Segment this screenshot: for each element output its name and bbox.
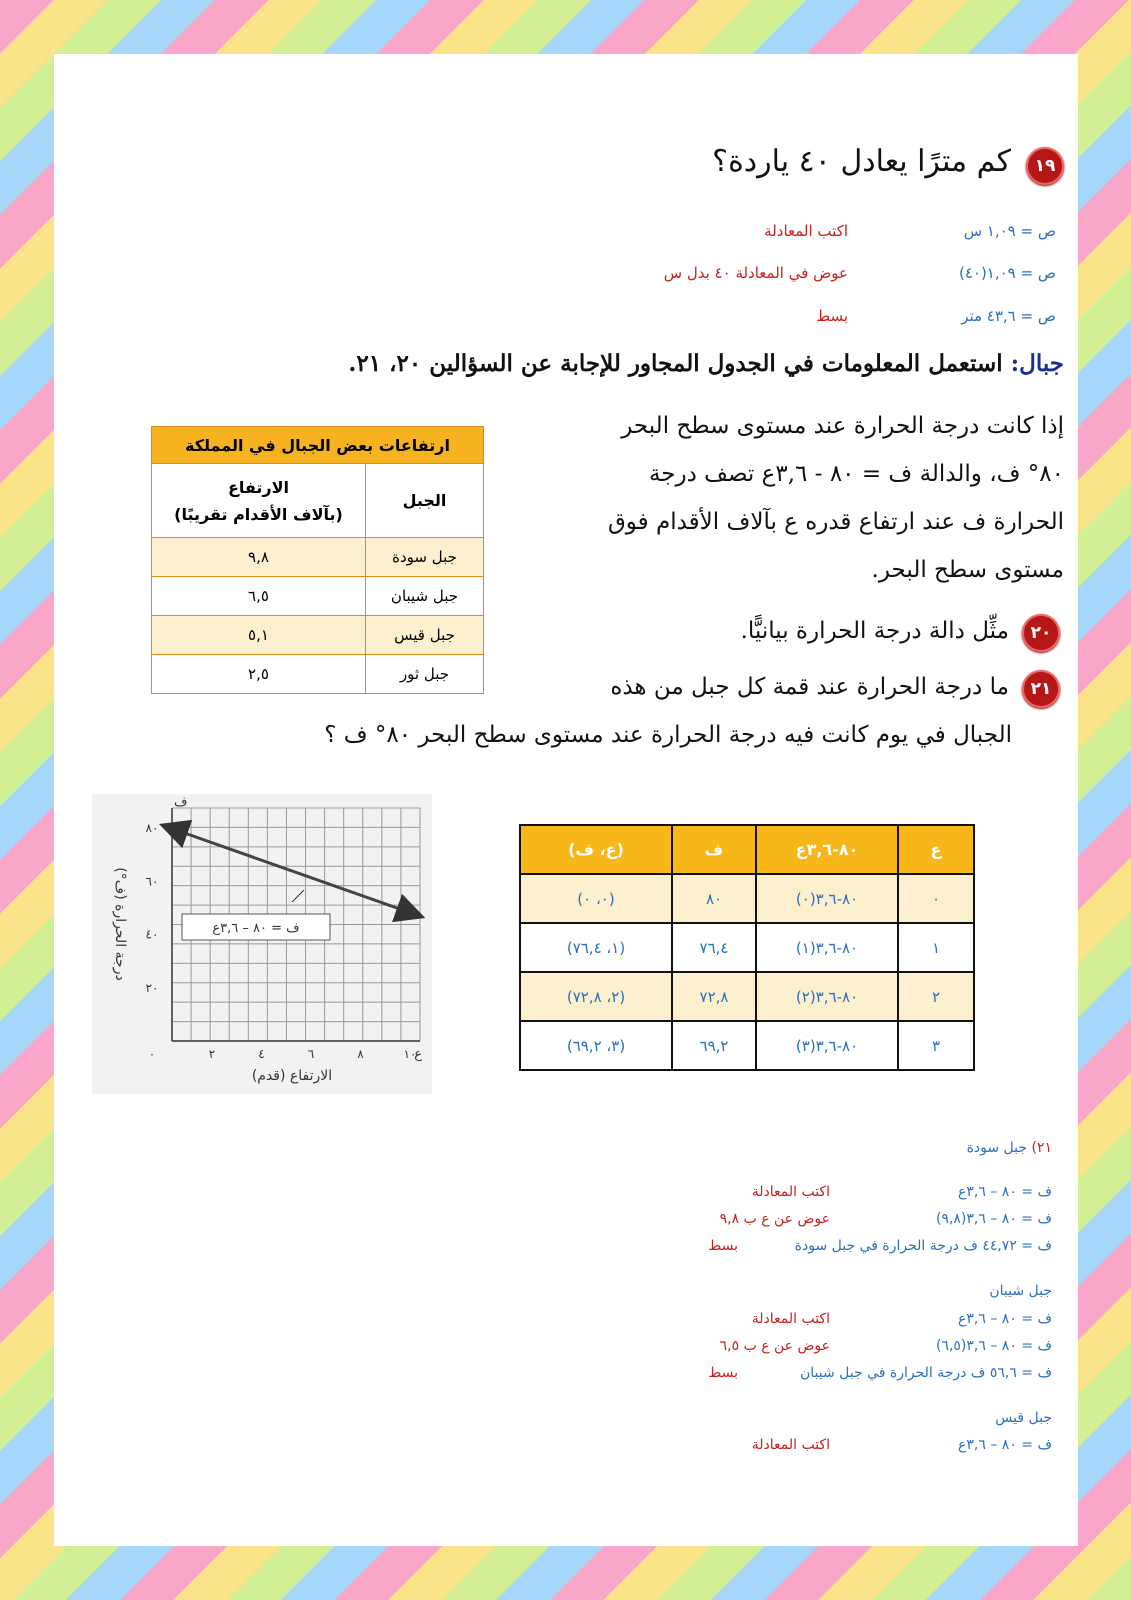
function-line [176, 830, 414, 914]
question-number-19: ١٩ [1026, 147, 1064, 185]
line-label: ف = ٨٠ – ٣,٦ع [212, 921, 300, 936]
question-19-text: كم مترًا يعادل ٤٠ ياردة؟ [712, 144, 1011, 179]
cell: ٨٠-٣,٦(٢) [756, 972, 898, 1021]
cell: ٨٠-٣,٦(٠) [756, 874, 898, 923]
q19-step-3-note: بسط [816, 307, 848, 325]
question-20-text: مثِّل دالة درجة الحرارة بيانيًّا. [740, 618, 1009, 644]
cell: ٧٦,٤ [672, 923, 756, 972]
value-table [519, 824, 975, 1071]
solution-block-title: جبل سودة [966, 1140, 1028, 1156]
temperature-graph [92, 794, 432, 1094]
x-var-label: ع [414, 1047, 422, 1062]
x-tick-label: ٨ [357, 1047, 364, 1061]
solution-21-title [967, 1140, 1052, 1156]
solution-eq: ف = ٥٦,٦ ف درجة الحرارة في جبل شيبان [799, 1365, 1052, 1381]
cell: ٨٠-٣,٦(٣) [756, 1021, 898, 1070]
x-tick-label: ١٠ [403, 1047, 417, 1061]
solution-note: اكتب المعادلة [751, 1437, 830, 1453]
col-header-mountain: الجبل [366, 464, 484, 538]
table-caption: ارتفاعات بعض الجبال في المملكة [152, 427, 484, 464]
q19-step-2-note: عوض في المعادلة ٤٠ بدل س [663, 264, 848, 282]
graph-svg [92, 794, 432, 1094]
cell: ٨٠ [672, 874, 756, 923]
solution-block-title: جبل شيبان [989, 1283, 1052, 1299]
tick-labels [146, 821, 417, 1061]
cell: ٣ [898, 1021, 974, 1070]
solution-eq: ف = ٨٠ – ٣,٦(٩,٨) [935, 1211, 1052, 1227]
cell: ٨٠-٣,٦(١) [756, 923, 898, 972]
value-table-header: ع [898, 825, 974, 874]
solution-21-number: ٢١) [1031, 1140, 1052, 1156]
table-row [520, 874, 974, 923]
cell: ١ [898, 923, 974, 972]
mountains-heading-text: استعمل المعلومات في الجدول المجاور للإجابة عن السؤالين ٢٠، ٢١. [348, 350, 1003, 377]
solution-note: عوض عن ع ب ٦,٥ [719, 1338, 830, 1354]
x-axis-title: الارتفاع (قدم) [251, 1068, 333, 1084]
q19-step-1-eq: ص = ١,٠٩ س [963, 222, 1056, 240]
mountain-name: جبل ثور [366, 655, 484, 694]
mountain-height: ٢,٥ [152, 655, 366, 694]
table-row [520, 972, 974, 1021]
question-number-21: ٢١ [1022, 670, 1060, 708]
question-21-line-2: الجبال في يوم كانت فيه درجة الحرارة عند مستوى سطح البحر ٨٠° ف ؟ [324, 722, 1012, 748]
mountain-heights-table [151, 426, 484, 694]
value-table-header: ٨٠-٣,٦ع [756, 825, 898, 874]
y-tick-label: ٤٠ [145, 927, 159, 942]
value-table-header: (ع، ف) [520, 825, 672, 874]
table-row [520, 1021, 974, 1070]
mountain-name: جبل قيس [366, 616, 484, 655]
mountain-name: جبل شيبان [366, 577, 484, 616]
table-row [152, 655, 484, 694]
table-row [152, 616, 484, 655]
solution-eq: ف = ٨٠ – ٣,٦(٦,٥) [935, 1338, 1052, 1354]
paragraph-line-2: ٨٠° ف، والدالة ف = ٨٠ - ٣,٦ع تصف درجة [648, 461, 1064, 487]
solution-eq: ف = ٨٠ – ٣,٦ع [958, 1184, 1052, 1200]
table-row [152, 577, 484, 616]
label-leader [292, 890, 304, 902]
q19-step-3-eq: ص = ٤٣,٦ متر [961, 307, 1056, 325]
x-tick-label: ٦ [307, 1047, 315, 1061]
cell: (٠، ٠) [520, 874, 672, 923]
y-tick-label: ٨٠ [145, 821, 159, 835]
x-tick-label: ٤ [258, 1047, 265, 1061]
solution-eq: ف = ٤٤,٧٢ ف درجة الحرارة في جبل سودة [794, 1238, 1052, 1254]
mountain-height: ٥,١ [152, 616, 366, 655]
mountains-paragraph [564, 402, 1064, 594]
worksheet-page [54, 54, 1078, 1546]
col-header-height [152, 464, 366, 538]
solution-eq: ف = ٨٠ – ٣,٦ع [958, 1437, 1052, 1453]
mountain-height: ٦,٥ [152, 577, 366, 616]
table-row [520, 923, 974, 972]
cell: ٧٢,٨ [672, 972, 756, 1021]
q19-step-2-eq: ص = ١,٠٩(٤٠) [958, 264, 1056, 282]
paragraph-line-4: مستوى سطح البحر. [871, 557, 1064, 583]
question-19 [712, 144, 1064, 185]
cell: (١، ٧٦,٤) [520, 923, 672, 972]
cell: ٠ [898, 874, 974, 923]
solution-note: بسط [708, 1238, 738, 1254]
mountain-height: ٩,٨ [152, 538, 366, 577]
value-table-header: ف [672, 825, 756, 874]
question-number-20: ٢٠ [1022, 614, 1060, 652]
cell: (٢، ٧٢,٨) [520, 972, 672, 1021]
mountains-heading-label: جبال: [1010, 350, 1064, 377]
col-header-height-line2: (بآلاف الأقدام تقريبًا) [174, 504, 343, 524]
col-header-height-line1: الارتفاع [227, 477, 290, 497]
question-21-line-1: ما درجة الحرارة عند قمة كل جبل من هذه [610, 674, 1009, 700]
origin-label: ٠ [148, 1047, 156, 1061]
q19-step-1-note: اكتب المعادلة [764, 222, 848, 240]
x-tick-label: ٢ [208, 1047, 216, 1061]
cell: ٢ [898, 972, 974, 1021]
mountain-name: جبل سودة [366, 538, 484, 577]
paragraph-line-3: الحرارة ف عند ارتفاع قدره ع بآلاف الأقدام فوق [607, 509, 1064, 535]
solution-note: بسط [708, 1365, 738, 1381]
y-tick-label: ٦٠ [145, 874, 159, 889]
question-20 [741, 614, 1060, 652]
y-axis-title: درجة الحرارة (ف°) [112, 867, 128, 981]
table-row [152, 538, 484, 577]
solution-block-title: جبل قيس [995, 1410, 1052, 1426]
paragraph-line-1: إذا كانت درجة الحرارة عند مستوى سطح البحر [621, 413, 1064, 439]
y-tick-label: ٢٠ [145, 980, 159, 995]
mountains-heading [348, 350, 1064, 377]
solution-note: عوض عن ع ب ٩,٨ [719, 1211, 830, 1227]
solution-note: اكتب المعادلة [751, 1184, 830, 1200]
solution-eq: ف = ٨٠ – ٣,٦ع [958, 1311, 1052, 1327]
cell: ٦٩,٢ [672, 1021, 756, 1070]
y-var-label: ف [174, 795, 188, 810]
question-21 [610, 670, 1060, 708]
solution-note: اكتب المعادلة [751, 1311, 830, 1327]
cell: (٣، ٦٩,٢) [520, 1021, 672, 1070]
